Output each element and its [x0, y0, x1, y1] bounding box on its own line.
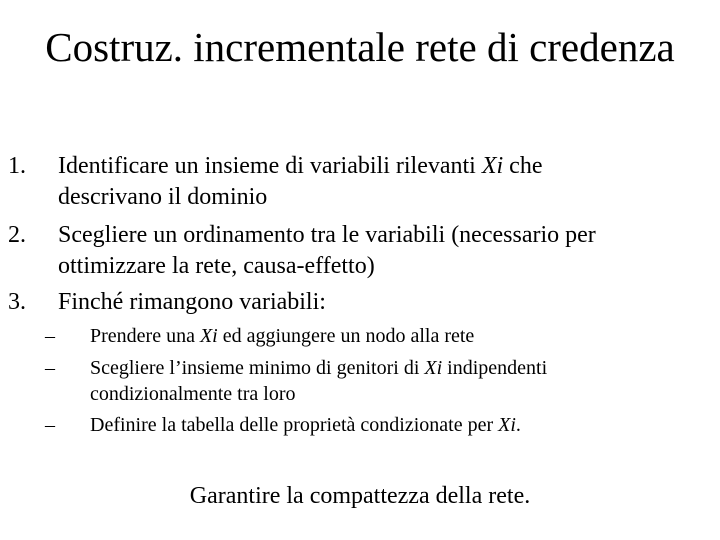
variable-name: Xi	[498, 414, 516, 436]
sublist-text	[90, 322, 710, 350]
list-text: Finché rimangono variabili:	[58, 289, 326, 315]
sublist-text	[90, 411, 710, 439]
list-number: 1.	[8, 153, 26, 179]
dash-bullet: –	[45, 414, 55, 436]
text-segment: Scegliere l’insieme minimo di genitori di	[90, 357, 425, 379]
list-number: 2.	[8, 222, 26, 248]
variable-name: Xi	[481, 153, 504, 179]
text-segment: Prendere una	[90, 325, 200, 347]
text-segment: .	[515, 414, 521, 436]
list-text: descrivano il dominio	[58, 184, 268, 210]
list-text: ottimizzare la rete, causa-effetto)	[58, 253, 375, 279]
variable-name: Xi	[424, 357, 443, 379]
text-segment: Identificare un insieme di variabili rilevanti	[58, 153, 482, 179]
list-text	[58, 150, 708, 182]
text-segment: indipendenti	[442, 357, 548, 379]
sublist-text: condizionalmente tra loro	[90, 383, 296, 405]
slide-title: Costruz. incrementale rete di credenza	[45, 24, 675, 70]
dash-bullet: –	[45, 325, 55, 347]
text-segment: Definire la tabella delle proprietà condizionate per	[90, 414, 499, 436]
list-text: Scegliere un ordinamento tra le variabili (necessario per	[58, 222, 596, 248]
text-segment: che	[503, 153, 543, 179]
dash-bullet: –	[45, 357, 55, 379]
text-segment: ed aggiungere un nodo alla rete	[217, 325, 475, 347]
list-number: 3.	[8, 289, 26, 315]
sublist-text	[90, 354, 710, 382]
variable-name: Xi	[199, 325, 218, 347]
slide-footer: Garantire la compattezza della rete.	[189, 483, 531, 509]
